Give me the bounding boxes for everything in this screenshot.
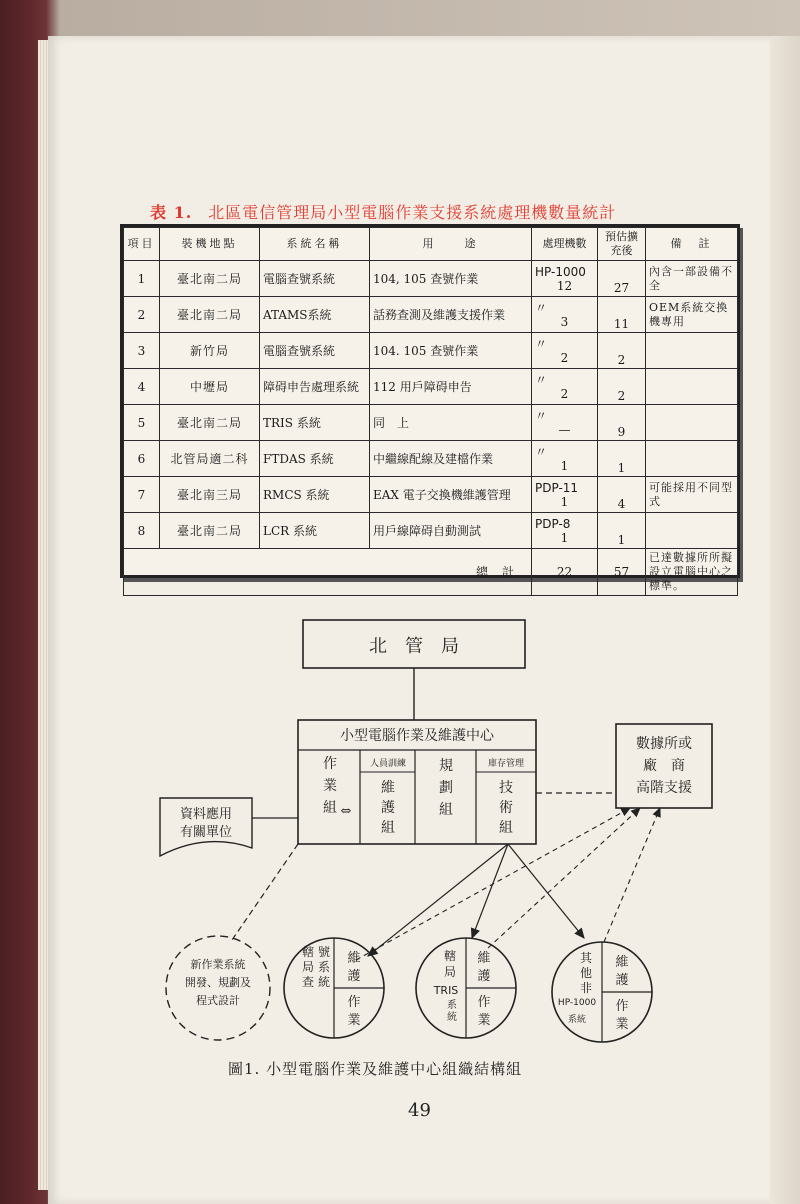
system-name: 電腦查號系統: [260, 333, 370, 369]
row-number: 5: [124, 405, 160, 441]
row-number: 8: [124, 513, 160, 549]
row-number: 1: [124, 261, 160, 297]
header-cell: 備 註: [646, 228, 738, 261]
users-line1: 資料應用: [179, 807, 233, 822]
vertical-label: 維護: [477, 951, 491, 984]
tris-label: TRIS: [433, 984, 459, 997]
install-site: 中壢局: [160, 369, 260, 405]
usage: 中繼線配線及建檔作業: [370, 441, 532, 477]
expanded-count: 2: [598, 333, 646, 369]
table-caption-title: 北區電信管理局小型電腦作業支援系統處理機數量統計: [208, 203, 617, 222]
header-cell: 處理機數: [532, 228, 598, 261]
install-site: 新竹局: [160, 333, 260, 369]
system-name: 電腦查號系統: [260, 261, 370, 297]
processor-count: PDP-11 1: [532, 477, 598, 513]
install-site: 臺北南二局: [160, 405, 260, 441]
vertical-label: 轄局查號系統: [301, 945, 331, 989]
header-cell: 用 途: [370, 228, 532, 261]
header-cell: 裝機地點: [160, 228, 260, 261]
expanded-count: 11: [598, 297, 646, 333]
row-number: 2: [124, 297, 160, 333]
usage: 話務查測及維護支援作業: [370, 297, 532, 333]
install-site: 臺北南二局: [160, 513, 260, 549]
total-label: 總計: [124, 549, 532, 596]
newsys-line1: 新作業系統: [190, 958, 246, 971]
total-remark: 已達數據所所擬設立電腦中心之標準。: [646, 549, 738, 596]
system-name: TRIS 系統: [260, 405, 370, 441]
system-name: RMCS 系統: [260, 477, 370, 513]
row-number: 3: [124, 333, 160, 369]
processor-count: 〃 —: [532, 405, 598, 441]
vertical-label: 其他非: [579, 951, 593, 995]
row-number: 6: [124, 441, 160, 477]
usage: 112 用戶障碍申告: [370, 369, 532, 405]
remark: 可能採用不同型式: [646, 477, 738, 513]
other-system-suffix: 系統: [567, 1015, 587, 1025]
hp1000-label: HP-1000: [557, 998, 597, 1008]
vertical-label: 維護: [615, 955, 629, 988]
vertical-label: 維護: [347, 951, 361, 984]
vertical-label: 作業: [615, 999, 629, 1032]
vertical-label: 作業: [477, 995, 491, 1028]
vertical-label: 作業組: [323, 756, 337, 816]
newsys-line3: 程式設計: [196, 994, 240, 1007]
circle-other-system: [552, 942, 652, 1042]
vertical-label: 規劃組: [439, 758, 453, 818]
remark: OEM系統交換機專用: [646, 297, 738, 333]
total-count: 22: [532, 549, 598, 596]
processor-count: 〃 2: [532, 369, 598, 405]
header-cell: 項目: [124, 228, 160, 261]
expanded-count: 1: [598, 513, 646, 549]
vertical-label: 轄局: [443, 949, 457, 979]
double-arrow-icon: ⇔: [340, 804, 352, 819]
system-name: LCR 系統: [260, 513, 370, 549]
top-office-label: 北 管 局: [369, 636, 459, 657]
expanded-count: 9: [598, 405, 646, 441]
usage: 104. 105 查號作業: [370, 333, 532, 369]
processor-count: 〃 3: [532, 297, 598, 333]
system-name: FTDAS 系統: [260, 441, 370, 477]
total-expanded: 57: [598, 549, 646, 596]
row-number: 7: [124, 477, 160, 513]
expanded-count: 27: [598, 261, 646, 297]
maint-group: [381, 780, 395, 836]
vertical-label: 技術組: [499, 780, 513, 836]
circle-tris-system: [416, 938, 516, 1038]
usage: 同 上: [370, 405, 532, 441]
tech-group: [499, 779, 513, 836]
expanded-count: 1: [598, 441, 646, 477]
processor-count: 〃 2: [532, 333, 598, 369]
row-number: 4: [124, 369, 160, 405]
users-line2: 有關單位: [179, 825, 233, 840]
system-name: 障碍申告處理系統: [260, 369, 370, 405]
processor-count: HP-1000 12: [532, 261, 598, 297]
newsys-line2: 開發、規劃及: [185, 976, 251, 989]
install-site: 臺北南二局: [160, 261, 260, 297]
install-site: 北管局適二科: [160, 441, 260, 477]
vertical-label: 作業: [347, 995, 361, 1028]
page-number: 49: [408, 1100, 431, 1121]
install-site: 臺北南三局: [160, 477, 260, 513]
header-cell: 預估擴充後: [598, 228, 646, 261]
circle-directory-system: [284, 938, 384, 1038]
figure-caption: 圖1. 小型電腦作業及維護中心組織結構組: [228, 1060, 523, 1078]
processor-count: PDP-8 1: [532, 513, 598, 549]
processor-count: 〃 1: [532, 441, 598, 477]
center-title: 小型電腦作業及維護中心: [340, 728, 494, 744]
vendor-line2: 廠 商: [643, 758, 685, 774]
vertical-label: 系統: [447, 1000, 457, 1023]
usage: 用戶線障碍自動測試: [370, 513, 532, 549]
system-name: ATAMS系統: [260, 297, 370, 333]
table-caption-number: 表 1.: [150, 203, 193, 222]
ops-group: [323, 756, 337, 816]
usage: EAX 電子交換機維護管理: [370, 477, 532, 513]
inventory-label: 庫存管理: [487, 759, 525, 769]
plan-group: [439, 757, 453, 818]
install-site: 臺北南二局: [160, 297, 260, 333]
training-label: 人員訓練: [369, 759, 407, 769]
expanded-count: 4: [598, 477, 646, 513]
header-cell: 系統名稱: [260, 228, 370, 261]
vendor-line1: 數據所或: [636, 736, 692, 752]
vertical-label: 維護組: [381, 780, 395, 836]
usage: 104, 105 查號作業: [370, 261, 532, 297]
vendor-line3: 高階支援: [636, 780, 692, 796]
remark: 內含一部設備不全: [646, 261, 738, 297]
expanded-count: 2: [598, 369, 646, 405]
